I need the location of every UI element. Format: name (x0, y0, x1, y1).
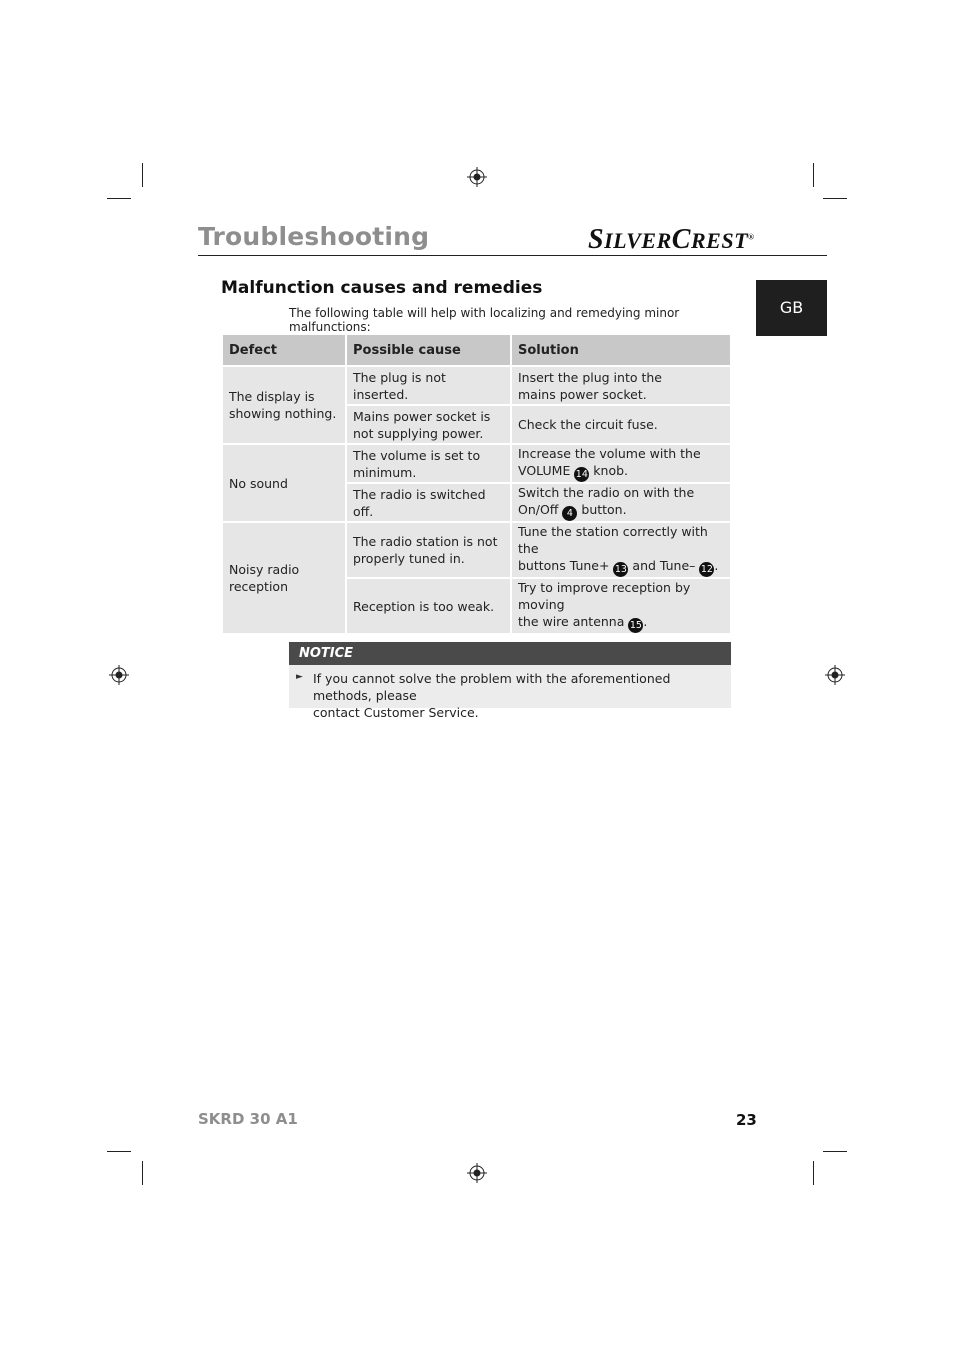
title-rule (198, 255, 827, 256)
table-row (222, 522, 731, 578)
crop-mark (823, 1151, 847, 1152)
page-number: 23 (736, 1111, 757, 1129)
crop-mark (107, 198, 131, 199)
solution-cell: Try to improve reception by moving the wire antenna 15. (511, 578, 731, 634)
section-heading: Malfunction causes and remedies (221, 278, 543, 298)
language-tab-notch (765, 279, 807, 280)
column-header-cause: Possible cause (346, 334, 511, 366)
bullet-arrow-icon: ► (296, 672, 303, 682)
crop-mark (813, 163, 814, 187)
crop-mark (142, 163, 143, 187)
cause-cell: Reception is too weak. (346, 578, 511, 634)
defect-cell: No sound (222, 444, 346, 522)
intro-text: The following table will help with localizing and remedying minor malfunctions: (289, 306, 680, 334)
part-number-badge: 15 (629, 620, 642, 631)
column-header-solution: Solution (511, 334, 731, 366)
table-header-row (222, 334, 731, 366)
solution-cell: Tune the station correctly with the buttons Tune+ 13 and Tune– 12. (511, 522, 731, 578)
table-row (222, 366, 731, 405)
page-title: Troubleshooting (198, 222, 430, 251)
part-number-badge: 13 (614, 564, 627, 575)
solution-cell: Check the circuit fuse. (511, 405, 731, 444)
cause-cell: The radio is switched off. (346, 483, 511, 522)
registration-mark-icon (467, 1163, 487, 1183)
registration-mark-icon (825, 665, 845, 685)
table-row (222, 444, 731, 483)
part-number-badge: 14 (575, 469, 588, 480)
part-number-badge: 12 (700, 564, 713, 575)
defect-cell: The display is showing nothing. (222, 366, 346, 444)
model-number: SKRD 30 A1 (198, 1110, 298, 1128)
part-number-badge: 4 (562, 506, 577, 521)
cause-cell: The radio station is not properly tuned in. (346, 522, 511, 578)
brand-logo: SILVERCREST® (588, 224, 755, 255)
crop-mark (107, 1151, 131, 1152)
crop-mark (142, 1161, 143, 1185)
crop-mark (813, 1161, 814, 1185)
solution-cell: Switch the radio on with the On/Off 4 button. (511, 483, 731, 522)
column-header-defect: Defect (222, 334, 346, 366)
cause-cell: The volume is set to minimum. (346, 444, 511, 483)
solution-cell: Increase the volume with the VOLUME 14 knob. (511, 444, 731, 483)
notice-text: If you cannot solve the problem with the aforementioned methods, please contact Customer Service. (313, 671, 671, 720)
cause-cell: The plug is not inserted. (346, 366, 511, 405)
notice-title: NOTICE (289, 642, 731, 665)
cause-cell: Mains power socket is not supplying power. (346, 405, 511, 444)
solution-cell: Insert the plug into the mains power socket. (511, 366, 731, 405)
defect-cell: Noisy radio reception (222, 522, 346, 634)
crop-mark (823, 198, 847, 199)
registration-mark-icon (109, 665, 129, 685)
troubleshooting-table (221, 333, 732, 635)
registration-mark-icon (467, 167, 487, 187)
language-tab: GB (756, 280, 827, 336)
